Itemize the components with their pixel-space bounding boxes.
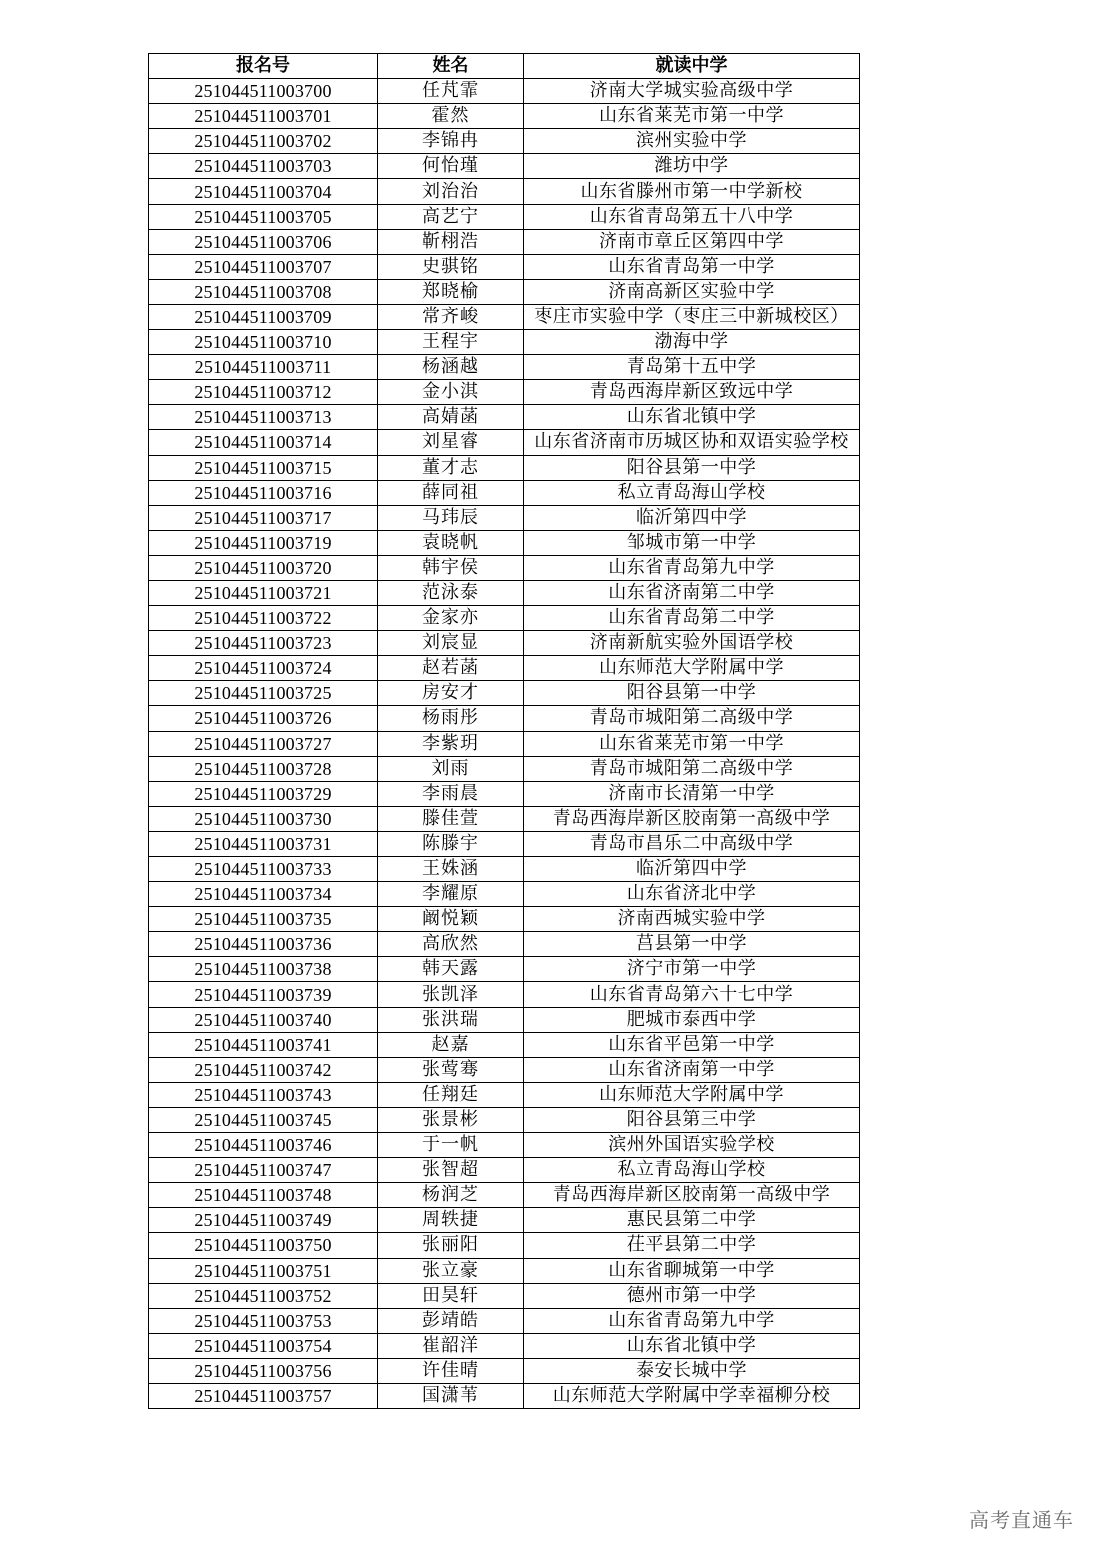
header-name: 姓名: [378, 54, 524, 79]
school-cell: [524, 1007, 860, 1032]
school-cell: [524, 1158, 860, 1183]
school-name-text: 山东省莱芜市第一中学: [599, 105, 784, 127]
student-name-cell: 田昊轩: [378, 1283, 524, 1308]
school-cell: [524, 706, 860, 731]
student-name-cell: 李耀原: [378, 882, 524, 907]
table-row: [149, 1057, 860, 1082]
student-name-cell: 张立豪: [378, 1258, 524, 1283]
registration-number-cell: 251044511003738: [149, 957, 378, 982]
table-row: [149, 154, 860, 179]
school-cell: [524, 857, 860, 882]
school-name-text: 阳谷县第一中学: [626, 682, 757, 704]
registration-number-cell: 251044511003715: [149, 455, 378, 480]
school-name-text: 滨州实验中学: [636, 130, 747, 152]
registration-number-cell: 251044511003747: [149, 1158, 378, 1183]
student-name-cell: 张洪瑞: [378, 1007, 524, 1032]
school-cell: [524, 1057, 860, 1082]
school-cell: [524, 957, 860, 982]
registration-number-cell: 251044511003735: [149, 907, 378, 932]
school-name-text: 山东省北镇中学: [626, 1334, 757, 1356]
table-body: [149, 79, 860, 1409]
school-name-text: 青岛市昌乐二中高级中学: [589, 832, 794, 854]
registration-number-cell: 251044511003729: [149, 781, 378, 806]
student-name-cell: 范泳泰: [378, 580, 524, 605]
student-name-cell: 张凯泽: [378, 982, 524, 1007]
school-cell: [524, 731, 860, 756]
student-name-cell: 任翔廷: [378, 1082, 524, 1107]
student-name-cell: 彭靖皓: [378, 1308, 524, 1333]
school-name-text: 潍坊中学: [654, 155, 729, 177]
school-cell: [524, 656, 860, 681]
table-row: [149, 731, 860, 756]
table-row: [149, 430, 860, 455]
registration-number-cell: 251044511003742: [149, 1057, 378, 1082]
school-cell: [524, 1233, 860, 1258]
table-row: [149, 580, 860, 605]
table-row: [149, 229, 860, 254]
registration-number-cell: 251044511003740: [149, 1007, 378, 1032]
school-name-text: 山东省青岛第二中学: [608, 607, 775, 629]
school-cell: [524, 1082, 860, 1107]
registration-number-cell: 251044511003713: [149, 405, 378, 430]
header-school: 就读中学: [524, 54, 860, 79]
school-cell: [524, 882, 860, 907]
school-name-text: 阳谷县第一中学: [626, 456, 757, 478]
table-row: [149, 806, 860, 831]
student-name-cell: 赵若菡: [378, 656, 524, 681]
student-name-cell: 刘雨: [378, 756, 524, 781]
table-row: [149, 606, 860, 631]
school-name-text: 惠民县第二中学: [626, 1209, 757, 1231]
table-row: [149, 304, 860, 329]
student-name-cell: 李锦冉: [378, 129, 524, 154]
table-row: [149, 530, 860, 555]
student-name-cell: 刘星睿: [378, 430, 524, 455]
table-row: [149, 380, 860, 405]
school-name-text: 山东省青岛第一中学: [608, 255, 775, 277]
table-row: [149, 1032, 860, 1057]
school-cell: [524, 79, 860, 104]
school-cell: [524, 530, 860, 555]
school-cell: [524, 1333, 860, 1358]
school-name-text: 山东省济南第二中学: [608, 582, 775, 604]
registration-number-cell: 251044511003736: [149, 932, 378, 957]
table-row: [149, 957, 860, 982]
school-cell: [524, 1258, 860, 1283]
student-name-cell: 阚悦颖: [378, 907, 524, 932]
student-name-cell: 高欣然: [378, 932, 524, 957]
student-name-cell: 王程宇: [378, 330, 524, 355]
table-row: [149, 129, 860, 154]
school-name-text: 青岛第十五中学: [626, 356, 757, 378]
watermark-text: 高考直通车: [969, 1508, 1074, 1532]
table-row: [149, 932, 860, 957]
table-row: [149, 1158, 860, 1183]
student-name-cell: 国潇苇: [378, 1383, 524, 1408]
student-name-cell: 金家亦: [378, 606, 524, 631]
registration-number-cell: 251044511003728: [149, 756, 378, 781]
table-header: [149, 54, 860, 79]
registration-number-cell: 251044511003708: [149, 279, 378, 304]
school-cell: [524, 1208, 860, 1233]
registration-number-cell: 251044511003705: [149, 204, 378, 229]
school-name-text: 山东省济南第一中学: [608, 1058, 775, 1080]
student-name-cell: 陈滕宇: [378, 831, 524, 856]
student-name-cell: 董才志: [378, 455, 524, 480]
table-row: [149, 1107, 860, 1132]
school-cell: [524, 1383, 860, 1408]
registration-number-cell: 251044511003716: [149, 480, 378, 505]
table-row: [149, 982, 860, 1007]
student-name-cell: 史骐铭: [378, 254, 524, 279]
school-cell: [524, 580, 860, 605]
table-row: [149, 706, 860, 731]
registration-number-cell: 251044511003733: [149, 857, 378, 882]
student-name-cell: 李雨晨: [378, 781, 524, 806]
school-name-text: 青岛市城阳第二高级中学: [589, 707, 794, 729]
school-name-text: 山东省青岛第六十七中学: [589, 983, 794, 1005]
table-row: [149, 355, 860, 380]
student-name-cell: 周轶捷: [378, 1208, 524, 1233]
registration-number-cell: 251044511003752: [149, 1283, 378, 1308]
school-name-text: 私立青岛海山学校: [617, 481, 766, 503]
school-cell: [524, 756, 860, 781]
registration-number-cell: 251044511003720: [149, 555, 378, 580]
school-cell: [524, 555, 860, 580]
school-name-text: 山东省聊城第一中学: [608, 1259, 775, 1281]
student-name-cell: 高婧菡: [378, 405, 524, 430]
registration-number-cell: 251044511003721: [149, 580, 378, 605]
student-name-cell: 于一帆: [378, 1133, 524, 1158]
school-name-text: 山东省青岛第九中学: [608, 556, 775, 578]
header-registration-number: 报名号: [149, 54, 378, 79]
registration-number-cell: 251044511003750: [149, 1233, 378, 1258]
school-cell: [524, 279, 860, 304]
table-row: [149, 681, 860, 706]
registration-number-cell: 251044511003722: [149, 606, 378, 631]
student-name-cell: 杨雨彤: [378, 706, 524, 731]
registration-number-cell: 251044511003743: [149, 1082, 378, 1107]
school-name-text: 山东省青岛第九中学: [608, 1309, 775, 1331]
school-name-text: 山东省北镇中学: [626, 406, 757, 428]
school-name-text: 青岛西海岸新区胶南第一高级中学: [552, 1184, 831, 1206]
student-name-cell: 杨润芝: [378, 1183, 524, 1208]
table-row: [149, 631, 860, 656]
school-cell: [524, 681, 860, 706]
student-name-cell: 常齐峻: [378, 304, 524, 329]
table-row: [149, 505, 860, 530]
registration-number-cell: 251044511003707: [149, 254, 378, 279]
table-row: [149, 1007, 860, 1032]
table-row: [149, 1233, 860, 1258]
school-name-text: 山东师范大学附属中学: [599, 657, 784, 679]
student-name-cell: 薛同祖: [378, 480, 524, 505]
registration-number-cell: 251044511003756: [149, 1358, 378, 1383]
school-name-text: 临沂第四中学: [636, 506, 747, 528]
table-row: [149, 1133, 860, 1158]
table-row: [149, 1183, 860, 1208]
student-name-cell: 杨涵越: [378, 355, 524, 380]
registration-number-cell: 251044511003748: [149, 1183, 378, 1208]
school-cell: [524, 355, 860, 380]
school-name-text: 肥城市泰西中学: [626, 1008, 757, 1030]
registration-number-cell: 251044511003700: [149, 79, 378, 104]
registration-number-cell: 251044511003734: [149, 882, 378, 907]
school-name-text: 山东师范大学附属中学: [599, 1083, 784, 1105]
school-cell: [524, 1283, 860, 1308]
school-name-text: 阳谷县第三中学: [626, 1108, 757, 1130]
registration-number-cell: 251044511003751: [149, 1258, 378, 1283]
school-name-text: 山东省滕州市第一中学新校: [580, 180, 803, 202]
registration-number-cell: 251044511003724: [149, 656, 378, 681]
table-row: [149, 1283, 860, 1308]
school-name-text: 莒县第一中学: [636, 933, 747, 955]
registration-number-cell: 251044511003704: [149, 179, 378, 204]
school-name-text: 滨州外国语实验学校: [608, 1134, 775, 1156]
school-cell: [524, 154, 860, 179]
registration-number-cell: 251044511003739: [149, 982, 378, 1007]
school-cell: [524, 254, 860, 279]
school-name-text: 山东省平邑第一中学: [608, 1033, 775, 1055]
school-cell: [524, 204, 860, 229]
table-row: [149, 254, 860, 279]
registration-number-cell: 251044511003703: [149, 154, 378, 179]
table-row: [149, 1082, 860, 1107]
registration-number-cell: 251044511003731: [149, 831, 378, 856]
school-name-text: 渤海中学: [654, 331, 729, 353]
school-cell: [524, 380, 860, 405]
student-name-cell: 高艺宁: [378, 204, 524, 229]
registration-number-cell: 251044511003749: [149, 1208, 378, 1233]
school-name-text: 济南高新区实验中学: [608, 280, 775, 302]
registration-number-cell: 251044511003730: [149, 806, 378, 831]
registration-number-cell: 251044511003702: [149, 129, 378, 154]
school-cell: [524, 831, 860, 856]
table-row: [149, 455, 860, 480]
registration-number-cell: 251044511003706: [149, 229, 378, 254]
registration-number-cell: 251044511003701: [149, 104, 378, 129]
school-name-text: 私立青岛海山学校: [617, 1159, 766, 1181]
student-name-cell: 金小淇: [378, 380, 524, 405]
student-name-cell: 靳栩浩: [378, 229, 524, 254]
student-name-cell: 房安才: [378, 681, 524, 706]
school-name-text: 济宁市第一中学: [626, 958, 757, 980]
student-name-cell: 马玮辰: [378, 505, 524, 530]
school-name-text: 济南西城实验中学: [617, 908, 766, 930]
school-name-text: 茌平县第二中学: [626, 1234, 757, 1256]
table-row: [149, 756, 860, 781]
student-name-cell: 刘治治: [378, 179, 524, 204]
registration-number-cell: 251044511003753: [149, 1308, 378, 1333]
student-name-cell: 刘宸显: [378, 631, 524, 656]
table-row: [149, 781, 860, 806]
table-row: [149, 857, 860, 882]
school-cell: [524, 982, 860, 1007]
school-cell: [524, 179, 860, 204]
registration-number-cell: 251044511003741: [149, 1032, 378, 1057]
school-cell: [524, 781, 860, 806]
school-cell: [524, 405, 860, 430]
school-name-text: 青岛西海岸新区致远中学: [589, 381, 794, 403]
table-row: [149, 405, 860, 430]
school-name-text: 枣庄市实验中学（枣庄三中新城校区）: [534, 305, 849, 327]
student-name-cell: 韩宇侯: [378, 555, 524, 580]
school-name-text: 济南市长清第一中学: [608, 782, 775, 804]
registration-number-cell: 251044511003711: [149, 355, 378, 380]
student-name-cell: 王姝涵: [378, 857, 524, 882]
registration-number-cell: 251044511003712: [149, 380, 378, 405]
student-name-cell: 崔韶洋: [378, 1333, 524, 1358]
registration-number-cell: 251044511003714: [149, 430, 378, 455]
registration-number-cell: 251044511003717: [149, 505, 378, 530]
school-cell: [524, 330, 860, 355]
school-cell: [524, 1133, 860, 1158]
student-name-cell: 张景彬: [378, 1107, 524, 1132]
school-cell: [524, 129, 860, 154]
table-row: [149, 179, 860, 204]
school-cell: [524, 1032, 860, 1057]
student-name-cell: 张莺骞: [378, 1057, 524, 1082]
student-name-cell: 郑晓榆: [378, 279, 524, 304]
school-name-text: 德州市第一中学: [626, 1284, 757, 1306]
school-cell: [524, 505, 860, 530]
table-row: [149, 279, 860, 304]
table-row: [149, 882, 860, 907]
student-name-cell: 霍然: [378, 104, 524, 129]
student-name-cell: 许佳晴: [378, 1358, 524, 1383]
school-name-text: 青岛西海岸新区胶南第一高级中学: [552, 807, 831, 829]
school-cell: [524, 907, 860, 932]
school-name-text: 济南新航实验外国语学校: [589, 632, 794, 654]
school-cell: [524, 1308, 860, 1333]
registration-number-cell: 251044511003719: [149, 530, 378, 555]
table-row: [149, 330, 860, 355]
registration-number-cell: 251044511003726: [149, 706, 378, 731]
table-row: [149, 1383, 860, 1408]
registration-number-cell: 251044511003746: [149, 1133, 378, 1158]
table-row: [149, 656, 860, 681]
student-name-cell: 韩天露: [378, 957, 524, 982]
school-name-text: 山东师范大学附属中学幸福柳分校: [552, 1385, 831, 1407]
table-row: [149, 1358, 860, 1383]
school-cell: [524, 229, 860, 254]
school-name-text: 山东省济北中学: [626, 883, 757, 905]
table-row: [149, 104, 860, 129]
school-name-text: 山东省青岛第五十八中学: [589, 205, 794, 227]
roster-table: [148, 53, 860, 1409]
school-name-text: 泰安长城中学: [636, 1359, 747, 1381]
school-name-text: 山东省莱芜市第一中学: [599, 732, 784, 754]
registration-number-cell: 251044511003745: [149, 1107, 378, 1132]
school-name-text: 济南大学城实验高级中学: [589, 80, 794, 102]
header-row: [149, 54, 860, 79]
school-cell: [524, 1358, 860, 1383]
student-name-cell: 袁晓帆: [378, 530, 524, 555]
table-row: [149, 1333, 860, 1358]
school-cell: [524, 455, 860, 480]
school-name-text: 山东省济南市历城区协和双语实验学校: [534, 431, 849, 453]
registration-number-cell: 251044511003709: [149, 304, 378, 329]
student-name-cell: 李紫玥: [378, 731, 524, 756]
school-name-text: 青岛市城阳第二高级中学: [589, 757, 794, 779]
school-name-text: 临沂第四中学: [636, 858, 747, 880]
school-cell: [524, 1107, 860, 1132]
table-row: [149, 907, 860, 932]
school-cell: [524, 430, 860, 455]
student-name-cell: 任芃霏: [378, 79, 524, 104]
school-cell: [524, 606, 860, 631]
school-cell: [524, 932, 860, 957]
table-row: [149, 1308, 860, 1333]
registration-number-cell: 251044511003725: [149, 681, 378, 706]
registration-number-cell: 251044511003757: [149, 1383, 378, 1408]
table-row: [149, 831, 860, 856]
table-row: [149, 1208, 860, 1233]
table-row: [149, 79, 860, 104]
registration-number-cell: 251044511003723: [149, 631, 378, 656]
school-name-text: 邹城市第一中学: [626, 531, 757, 553]
school-cell: [524, 304, 860, 329]
table-row: [149, 555, 860, 580]
student-name-cell: 滕佳萱: [378, 806, 524, 831]
student-name-cell: 何怡瑾: [378, 154, 524, 179]
school-cell: [524, 480, 860, 505]
registration-number-cell: 251044511003710: [149, 330, 378, 355]
registration-number-cell: 251044511003727: [149, 731, 378, 756]
student-name-cell: 张智超: [378, 1158, 524, 1183]
registration-number-cell: 251044511003754: [149, 1333, 378, 1358]
student-name-cell: 赵嘉: [378, 1032, 524, 1057]
table-row: [149, 204, 860, 229]
table-row: [149, 480, 860, 505]
school-cell: [524, 806, 860, 831]
school-cell: [524, 631, 860, 656]
student-name-cell: 张丽阳: [378, 1233, 524, 1258]
school-name-text: 济南市章丘区第四中学: [599, 230, 784, 252]
school-cell: [524, 1183, 860, 1208]
school-cell: [524, 104, 860, 129]
table-row: [149, 1258, 860, 1283]
